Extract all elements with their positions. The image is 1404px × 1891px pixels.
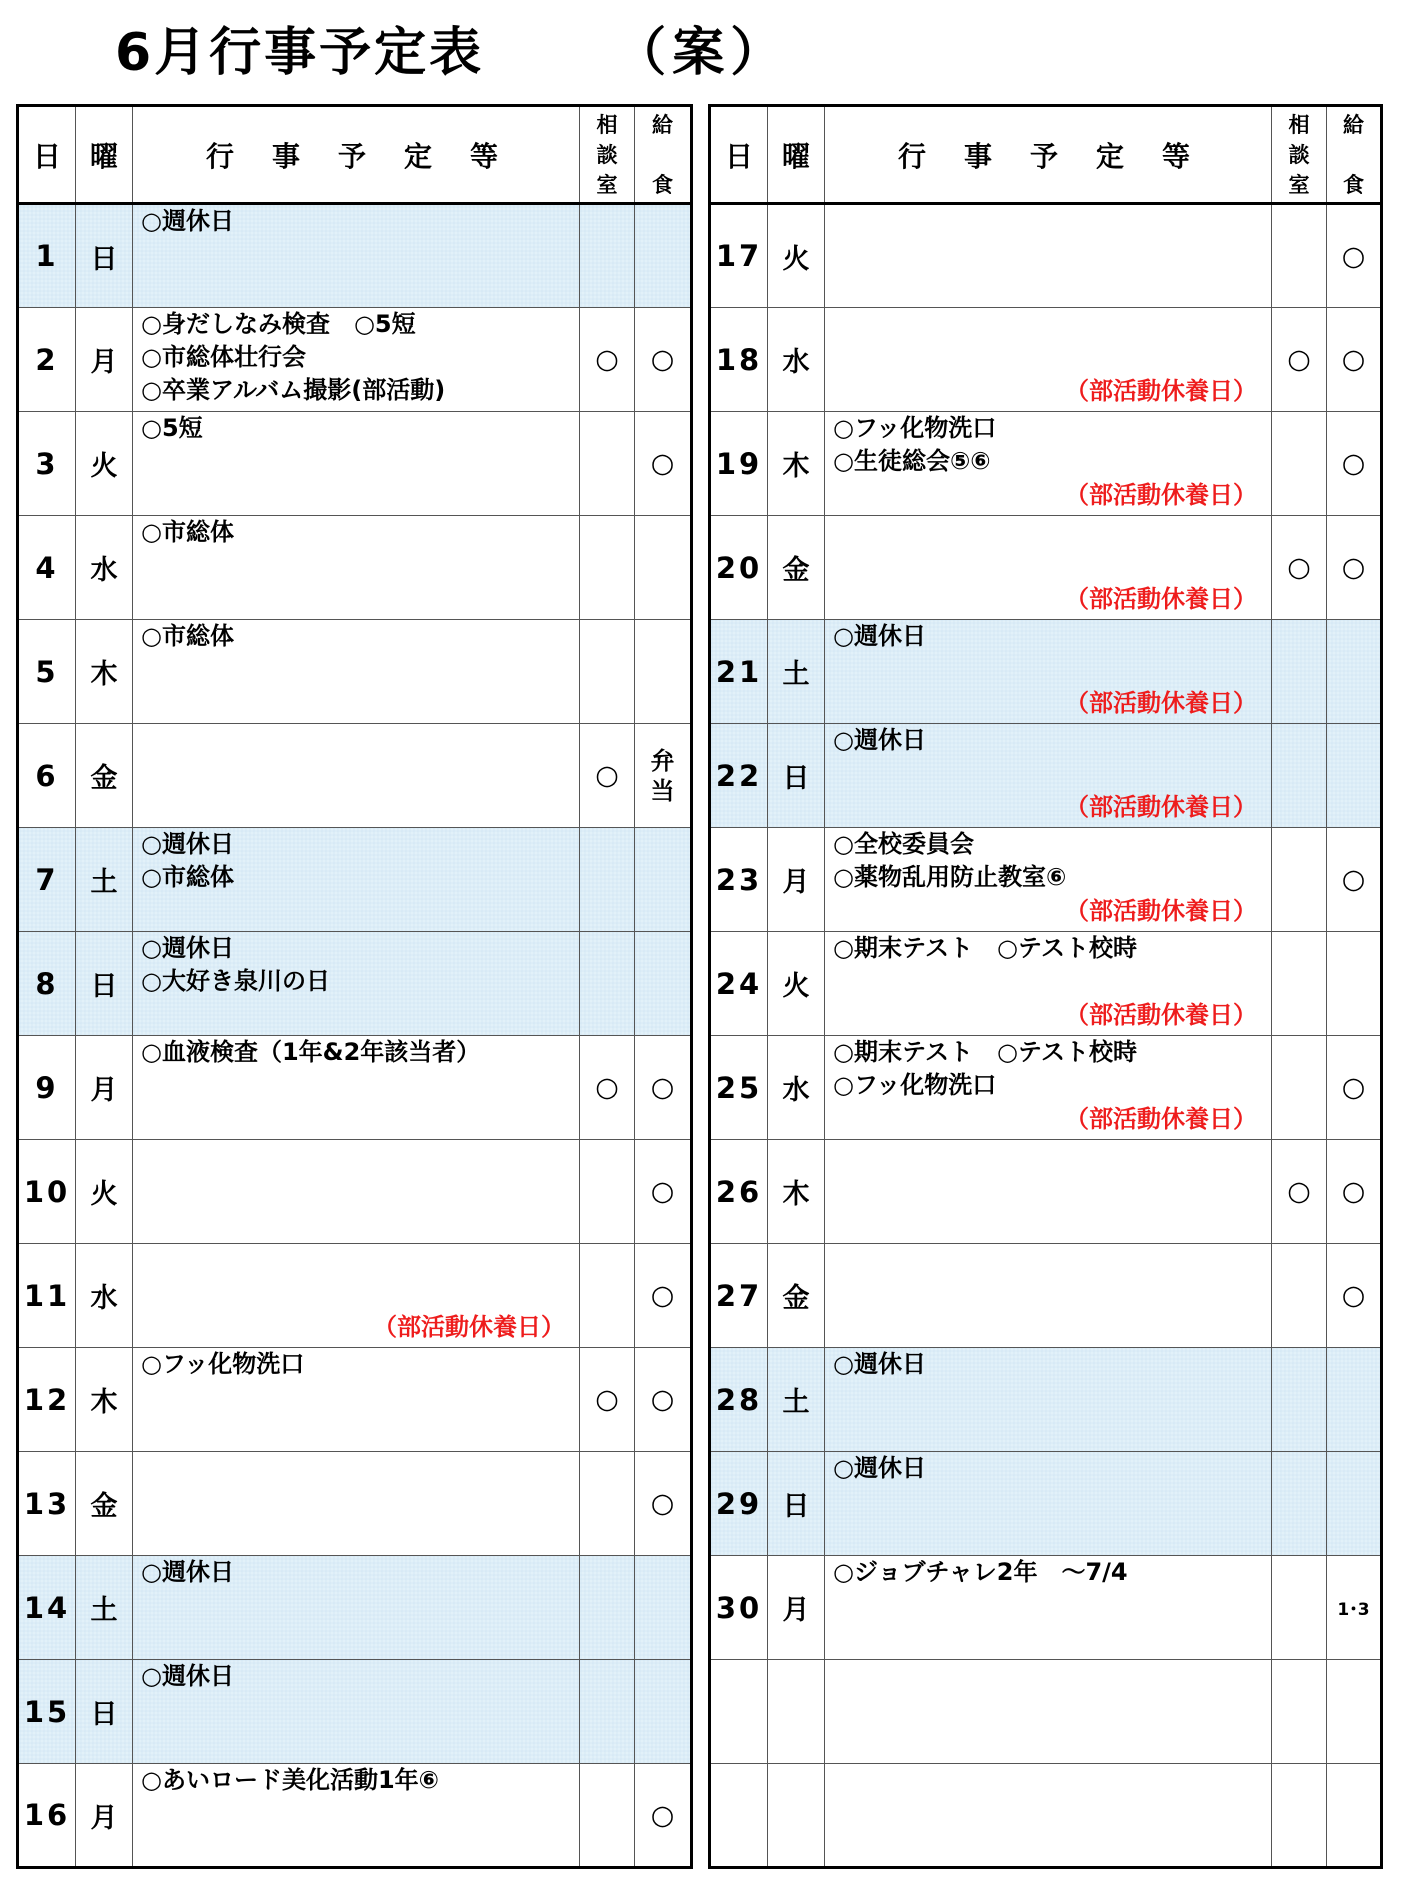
event-line: ○あいロード美化活動1年⑥ bbox=[141, 1766, 439, 1794]
events-box bbox=[133, 828, 579, 929]
counsel-cell: ○ bbox=[1272, 1140, 1327, 1244]
weekday-cell: 土 bbox=[768, 1348, 825, 1452]
counsel-cell bbox=[1272, 1556, 1327, 1660]
day-cell: 12 bbox=[18, 1348, 76, 1452]
events-cell bbox=[133, 1764, 580, 1868]
lunch-cell bbox=[1327, 724, 1382, 828]
table-row bbox=[710, 1452, 1382, 1556]
header-day: 日 bbox=[18, 106, 76, 204]
events-box bbox=[825, 412, 1271, 513]
weekday-cell: 火 bbox=[768, 204, 825, 308]
counsel-cell bbox=[580, 1556, 635, 1660]
weekday-cell: 金 bbox=[768, 1244, 825, 1348]
lunch-cell: ○ bbox=[1327, 516, 1382, 620]
events-box bbox=[133, 516, 579, 617]
weekday-cell: 木 bbox=[768, 1140, 825, 1244]
schedule-body-left bbox=[18, 204, 692, 1868]
lunch-cell: ○ bbox=[1327, 308, 1382, 412]
table-row bbox=[18, 1036, 692, 1140]
events-cell bbox=[133, 1140, 580, 1244]
event-line: ○ジョブチャレ2年 ～7/4 bbox=[833, 1558, 1128, 1586]
lunch-cell bbox=[1327, 620, 1382, 724]
weekday-cell: 金 bbox=[76, 1452, 133, 1556]
lunch-cell: 1･3 bbox=[1327, 1556, 1382, 1660]
counsel-cell bbox=[580, 204, 635, 308]
day-cell bbox=[710, 1764, 768, 1868]
table-row bbox=[18, 1140, 692, 1244]
counsel-cell bbox=[1272, 1036, 1327, 1140]
lunch-cell bbox=[635, 516, 692, 620]
table-row bbox=[18, 204, 692, 308]
events-cell bbox=[133, 1556, 580, 1660]
events-box bbox=[825, 516, 1271, 617]
counsel-cell bbox=[1272, 1244, 1327, 1348]
table-row bbox=[18, 1244, 692, 1348]
day-cell: 18 bbox=[710, 308, 768, 412]
event-line: ○週休日 bbox=[833, 1454, 926, 1482]
counsel-cell: ○ bbox=[580, 308, 635, 412]
weekday-cell: 月 bbox=[76, 308, 133, 412]
counsel-cell bbox=[1272, 724, 1327, 828]
events-cell bbox=[825, 1036, 1272, 1140]
lunch-cell: ○ bbox=[635, 1036, 692, 1140]
events-cell bbox=[825, 1452, 1272, 1556]
day-cell: 26 bbox=[710, 1140, 768, 1244]
event-line: ○市総体 bbox=[141, 622, 234, 650]
counsel-cell: ○ bbox=[580, 1036, 635, 1140]
events-cell bbox=[825, 308, 1272, 412]
weekday-cell: 木 bbox=[76, 1348, 133, 1452]
club-rest-note: （部活動休養日） bbox=[1065, 1105, 1257, 1133]
event-line: ○全校委員会 bbox=[833, 830, 974, 858]
events-box bbox=[133, 412, 579, 513]
table-row bbox=[18, 308, 692, 412]
event-line: ○週休日 bbox=[141, 1662, 234, 1690]
day-cell: 28 bbox=[710, 1348, 768, 1452]
header-counsel: 相 談 室 bbox=[1272, 106, 1327, 204]
events-cell bbox=[133, 1036, 580, 1140]
event-line: ○身だしなみ検査 ○5短 bbox=[141, 310, 416, 338]
lunch-cell: ○ bbox=[635, 1244, 692, 1348]
day-cell: 29 bbox=[710, 1452, 768, 1556]
day-cell: 30 bbox=[710, 1556, 768, 1660]
header-row bbox=[710, 106, 1382, 204]
event-line: ○フッ化物洗口 bbox=[833, 414, 997, 442]
table-row bbox=[18, 1556, 692, 1660]
table-row bbox=[18, 412, 692, 516]
events-box bbox=[133, 1556, 579, 1657]
table-row bbox=[18, 620, 692, 724]
event-line: ○週休日 bbox=[833, 1350, 926, 1378]
day-cell: 25 bbox=[710, 1036, 768, 1140]
events-box bbox=[825, 1660, 1271, 1761]
table-row bbox=[710, 516, 1382, 620]
counsel-cell bbox=[1272, 204, 1327, 308]
weekday-cell: 日 bbox=[76, 1660, 133, 1764]
day-cell: 2 bbox=[18, 308, 76, 412]
table-row bbox=[710, 204, 1382, 308]
lunch-cell: ○ bbox=[1327, 204, 1382, 308]
lunch-cell: ○ bbox=[635, 1452, 692, 1556]
events-box bbox=[825, 205, 1271, 306]
schedule-table-right bbox=[708, 104, 1383, 1869]
lunch-cell: ○ bbox=[635, 1140, 692, 1244]
counsel-cell bbox=[580, 620, 635, 724]
weekday-cell: 木 bbox=[768, 412, 825, 516]
events-box bbox=[133, 1140, 579, 1241]
events-cell bbox=[133, 724, 580, 828]
counsel-cell: ○ bbox=[580, 724, 635, 828]
events-cell bbox=[133, 1660, 580, 1764]
lunch-cell bbox=[635, 932, 692, 1036]
lunch-cell bbox=[635, 828, 692, 932]
event-line: ○薬物乱用防止教室⑥ bbox=[833, 863, 1067, 891]
weekday-cell: 水 bbox=[768, 308, 825, 412]
events-box bbox=[825, 1764, 1271, 1865]
event-line: ○市総体壮行会 bbox=[141, 343, 306, 371]
lunch-cell bbox=[1327, 1348, 1382, 1452]
day-cell: 21 bbox=[710, 620, 768, 724]
events-cell bbox=[825, 412, 1272, 516]
counsel-cell bbox=[1272, 1348, 1327, 1452]
events-cell bbox=[133, 1244, 580, 1348]
events-cell bbox=[825, 204, 1272, 308]
events-box bbox=[825, 724, 1271, 825]
club-rest-note: （部活動休養日） bbox=[1065, 377, 1257, 405]
events-cell bbox=[133, 516, 580, 620]
weekday-cell: 水 bbox=[76, 516, 133, 620]
events-box bbox=[133, 1452, 579, 1553]
day-cell: 20 bbox=[710, 516, 768, 620]
table-row bbox=[18, 724, 692, 828]
counsel-cell bbox=[580, 516, 635, 620]
events-cell bbox=[133, 1348, 580, 1452]
table-row bbox=[710, 1036, 1382, 1140]
events-cell bbox=[133, 412, 580, 516]
weekday-cell: 水 bbox=[76, 1244, 133, 1348]
event-line: ○フッ化物洗口 bbox=[833, 1071, 997, 1099]
weekday-cell: 火 bbox=[768, 932, 825, 1036]
day-cell: 7 bbox=[18, 828, 76, 932]
events-box bbox=[825, 1036, 1271, 1137]
counsel-cell bbox=[1272, 1660, 1327, 1764]
club-rest-note: （部活動休養日） bbox=[1065, 1001, 1257, 1029]
lunch-cell bbox=[1327, 1764, 1382, 1868]
event-line: ○週休日 bbox=[141, 1558, 234, 1586]
event-line: ○市総体 bbox=[141, 863, 234, 891]
lunch-cell: ○ bbox=[1327, 412, 1382, 516]
table-row bbox=[710, 308, 1382, 412]
events-box bbox=[133, 1244, 579, 1345]
header-lunch: 給 食 bbox=[1327, 106, 1382, 204]
lunch-cell bbox=[1327, 932, 1382, 1036]
counsel-cell bbox=[580, 828, 635, 932]
events-cell bbox=[825, 1660, 1272, 1764]
lunch-cell: 弁 当 bbox=[635, 724, 692, 828]
events-box bbox=[133, 1764, 579, 1865]
weekday-cell: 火 bbox=[76, 1140, 133, 1244]
lunch-cell bbox=[1327, 1452, 1382, 1556]
table-row bbox=[710, 1764, 1382, 1868]
weekday-cell: 月 bbox=[76, 1764, 133, 1868]
events-cell bbox=[825, 1244, 1272, 1348]
events-box bbox=[133, 724, 579, 825]
weekday-cell: 日 bbox=[76, 932, 133, 1036]
schedule-table-left bbox=[16, 104, 693, 1869]
counsel-cell bbox=[580, 1140, 635, 1244]
lunch-cell: ○ bbox=[1327, 1140, 1382, 1244]
events-cell bbox=[133, 204, 580, 308]
table-row bbox=[710, 1660, 1382, 1764]
day-cell: 24 bbox=[710, 932, 768, 1036]
event-line: ○週休日 bbox=[141, 934, 234, 962]
day-cell: 9 bbox=[18, 1036, 76, 1140]
event-line: ○期末テスト ○テスト校時 bbox=[833, 1038, 1137, 1066]
events-box bbox=[133, 1660, 579, 1761]
table-row bbox=[18, 1660, 692, 1764]
weekday-cell: 金 bbox=[76, 724, 133, 828]
event-line: ○期末テスト ○テスト校時 bbox=[833, 934, 1137, 962]
event-line: ○週休日 bbox=[833, 622, 926, 650]
day-cell: 19 bbox=[710, 412, 768, 516]
weekday-cell: 日 bbox=[76, 204, 133, 308]
day-cell: 3 bbox=[18, 412, 76, 516]
day-cell: 13 bbox=[18, 1452, 76, 1556]
events-box bbox=[825, 1244, 1271, 1345]
header-day: 日 bbox=[710, 106, 768, 204]
events-box bbox=[133, 932, 579, 1033]
table-row bbox=[710, 620, 1382, 724]
header-lunch: 給 食 bbox=[635, 106, 692, 204]
event-line: ○フッ化物洗口 bbox=[141, 1350, 305, 1378]
counsel-cell bbox=[1272, 412, 1327, 516]
lunch-cell: ○ bbox=[1327, 828, 1382, 932]
day-cell: 10 bbox=[18, 1140, 76, 1244]
event-line: ○大好き泉川の日 bbox=[141, 967, 330, 995]
events-cell bbox=[133, 828, 580, 932]
table-row bbox=[710, 828, 1382, 932]
counsel-cell bbox=[580, 932, 635, 1036]
table-row bbox=[710, 1244, 1382, 1348]
counsel-cell bbox=[580, 1660, 635, 1764]
header-weekday: 曜 bbox=[76, 106, 133, 204]
header-events: 行事予定等 bbox=[133, 106, 580, 204]
weekday-cell: 土 bbox=[76, 828, 133, 932]
events-box bbox=[825, 828, 1271, 929]
table-row bbox=[18, 828, 692, 932]
counsel-cell bbox=[1272, 828, 1327, 932]
table-row bbox=[18, 1452, 692, 1556]
events-box bbox=[133, 1036, 579, 1137]
events-box bbox=[825, 1348, 1271, 1449]
table-row bbox=[18, 932, 692, 1036]
table-row bbox=[18, 1764, 692, 1868]
weekday-cell: 日 bbox=[768, 1452, 825, 1556]
event-line: ○週休日 bbox=[141, 207, 234, 235]
weekday-cell: 土 bbox=[768, 620, 825, 724]
counsel-cell: ○ bbox=[1272, 308, 1327, 412]
events-cell bbox=[133, 1452, 580, 1556]
schedule-body-right bbox=[710, 204, 1382, 1868]
events-cell bbox=[825, 724, 1272, 828]
counsel-cell bbox=[1272, 1764, 1327, 1868]
club-rest-note: （部活動休養日） bbox=[1065, 793, 1257, 821]
events-box bbox=[133, 205, 579, 306]
day-cell: 6 bbox=[18, 724, 76, 828]
counsel-cell bbox=[580, 1244, 635, 1348]
events-cell bbox=[133, 308, 580, 412]
day-cell: 27 bbox=[710, 1244, 768, 1348]
day-cell: 22 bbox=[710, 724, 768, 828]
lunch-cell bbox=[635, 1660, 692, 1764]
day-cell: 8 bbox=[18, 932, 76, 1036]
day-cell bbox=[710, 1660, 768, 1764]
weekday-cell: 月 bbox=[768, 828, 825, 932]
event-line: ○卒業アルバム撮影(部活動) bbox=[141, 376, 446, 404]
events-cell bbox=[825, 932, 1272, 1036]
weekday-cell bbox=[768, 1660, 825, 1764]
title-draft: （案） bbox=[614, 23, 789, 83]
events-box bbox=[133, 620, 579, 721]
title-main: 6月行事予定表 bbox=[115, 23, 485, 83]
header-weekday: 曜 bbox=[768, 106, 825, 204]
day-cell: 16 bbox=[18, 1764, 76, 1868]
event-line: ○5短 bbox=[141, 414, 203, 442]
table-row bbox=[710, 1348, 1382, 1452]
table-row bbox=[18, 516, 692, 620]
club-rest-note: （部活動休養日） bbox=[1065, 481, 1257, 509]
events-cell bbox=[133, 620, 580, 724]
page-title bbox=[115, 18, 788, 88]
lunch-cell: ○ bbox=[635, 308, 692, 412]
weekday-cell: 火 bbox=[76, 412, 133, 516]
day-cell: 15 bbox=[18, 1660, 76, 1764]
events-cell bbox=[825, 1348, 1272, 1452]
lunch-cell: ○ bbox=[635, 1348, 692, 1452]
weekday-cell: 水 bbox=[768, 1036, 825, 1140]
header-events: 行事予定等 bbox=[825, 106, 1272, 204]
table-row bbox=[710, 724, 1382, 828]
table-row bbox=[710, 932, 1382, 1036]
header-counsel: 相 談 室 bbox=[580, 106, 635, 204]
club-rest-note: （部活動休養日） bbox=[1065, 689, 1257, 717]
day-cell: 17 bbox=[710, 204, 768, 308]
weekday-cell: 木 bbox=[76, 620, 133, 724]
events-cell bbox=[825, 1140, 1272, 1244]
counsel-cell: ○ bbox=[580, 1348, 635, 1452]
header-row bbox=[18, 106, 692, 204]
events-cell bbox=[825, 516, 1272, 620]
weekday-cell: 月 bbox=[768, 1556, 825, 1660]
table-row bbox=[710, 1556, 1382, 1660]
events-box bbox=[825, 1452, 1271, 1553]
events-cell bbox=[825, 828, 1272, 932]
weekday-cell: 金 bbox=[768, 516, 825, 620]
lunch-cell bbox=[635, 620, 692, 724]
events-cell bbox=[825, 620, 1272, 724]
weekday-cell: 月 bbox=[76, 1036, 133, 1140]
club-rest-note: （部活動休養日） bbox=[1065, 585, 1257, 613]
table-row bbox=[18, 1348, 692, 1452]
events-box bbox=[133, 1348, 579, 1449]
lunch-cell bbox=[1327, 1660, 1382, 1764]
event-line: ○生徒総会⑤⑥ bbox=[833, 447, 991, 475]
counsel-cell bbox=[580, 1452, 635, 1556]
lunch-cell bbox=[635, 1556, 692, 1660]
lunch-cell: ○ bbox=[1327, 1036, 1382, 1140]
events-box bbox=[825, 1556, 1271, 1657]
events-cell bbox=[825, 1764, 1272, 1868]
counsel-cell bbox=[1272, 620, 1327, 724]
events-box bbox=[133, 308, 579, 409]
counsel-cell bbox=[580, 412, 635, 516]
weekday-cell bbox=[768, 1764, 825, 1868]
counsel-cell bbox=[1272, 1452, 1327, 1556]
day-cell: 23 bbox=[710, 828, 768, 932]
counsel-cell bbox=[580, 1764, 635, 1868]
counsel-cell bbox=[1272, 932, 1327, 1036]
events-box bbox=[825, 1140, 1271, 1241]
event-line: ○週休日 bbox=[141, 830, 234, 858]
lunch-cell bbox=[635, 204, 692, 308]
events-cell bbox=[133, 932, 580, 1036]
day-cell: 14 bbox=[18, 1556, 76, 1660]
event-line: ○市総体 bbox=[141, 518, 234, 546]
table-row bbox=[710, 1140, 1382, 1244]
lunch-cell: ○ bbox=[635, 1764, 692, 1868]
event-line: ○血液検査（1年&2年該当者） bbox=[141, 1038, 481, 1066]
events-cell bbox=[825, 1556, 1272, 1660]
events-box bbox=[825, 620, 1271, 721]
weekday-cell: 日 bbox=[768, 724, 825, 828]
day-cell: 11 bbox=[18, 1244, 76, 1348]
event-line: ○週休日 bbox=[833, 726, 926, 754]
table-row bbox=[710, 412, 1382, 516]
day-cell: 5 bbox=[18, 620, 76, 724]
lunch-cell: ○ bbox=[635, 412, 692, 516]
club-rest-note: （部活動休養日） bbox=[1065, 897, 1257, 925]
day-cell: 4 bbox=[18, 516, 76, 620]
counsel-cell: ○ bbox=[1272, 516, 1327, 620]
lunch-cell: ○ bbox=[1327, 1244, 1382, 1348]
events-box bbox=[825, 932, 1271, 1033]
club-rest-note: （部活動休養日） bbox=[373, 1313, 565, 1341]
day-cell: 1 bbox=[18, 204, 76, 308]
events-box bbox=[825, 308, 1271, 409]
weekday-cell: 土 bbox=[76, 1556, 133, 1660]
